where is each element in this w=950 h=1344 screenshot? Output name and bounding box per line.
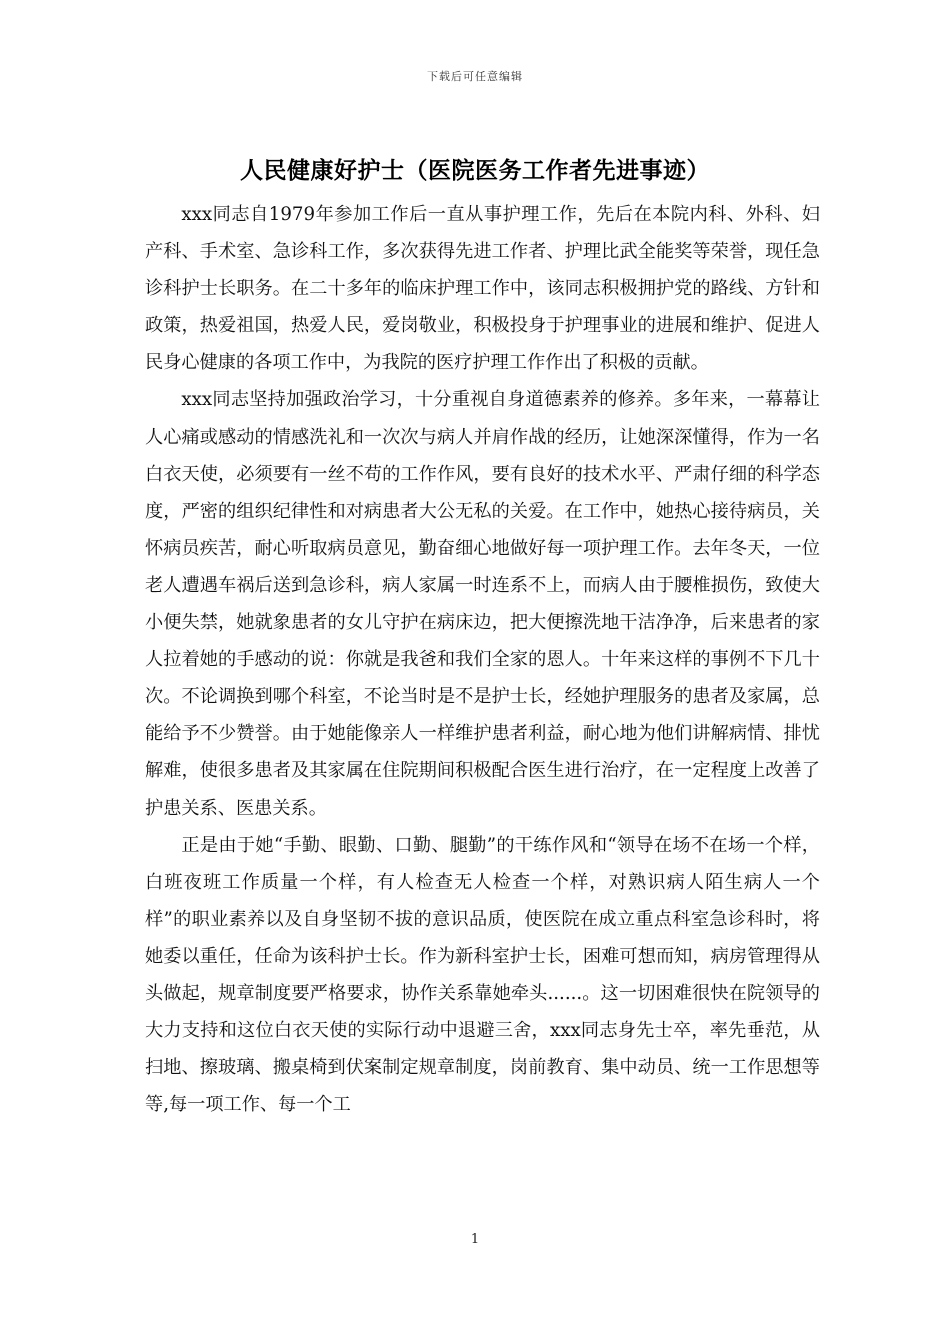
document-title: 人民健康好护士（医院医务工作者先进事迹） [240, 157, 710, 184]
paragraph-2: xxx同志坚持加强政治学习，十分重视自身道德素养的修养。多年来，一幕幕让人心痛或感动的情感洗礼和一次次与病人并肩作战的经历，让她深深懂得，作为一名白衣天使，必须要有一丝不苟的工作作风，要有良好的技术水平、严肃仔细的科学态度，严密的组织纪律性和对病患者大公无私的关爱。在工作中，她热心接待病员，关怀病员疾苦，耐心听取病员意见，勤奋细心地做好每一项护理工作。去年冬天，一位老人遭遇车祸后送到急诊科，病人家属一时连系不上，而病人由于腰椎损伤，致使大小便失禁，她就象患者的女儿守护在病床边，把大便擦洗地干洁净净，后来患者的家人拉着她的手感动的说：你就是我爸和我们全家的恩人。十年来这样的事例不下几十次。不论调换到哪个科室，不论当时是不是护士长，经她护理服务的患者及家属，总能给予不少赞誉。由于她能像亲人一样维护患者利益，耐心地为他们讲解病情、排忧解难，使很多患者及其家属在住院期间积极配合医生进行治疗，在一定程度上改善了护患关系、医患关系。 [145, 389, 820, 819]
document-body [145, 196, 820, 1123]
page-number: 1 [470, 1232, 480, 1247]
paragraph-3: 正是由于她“手勤、眼勤、口勤、腿勤”的干练作风和“领导在场不在场一个样，白班夜班工作质量一个样，有人检查无人检查一个样，对熟识病人陌生病人一个样”的职业素养以及自身坚韧不拔的意识品质，使医院在成立重点科室急诊科时，将她委以重任，任命为该科护士长。作为新科室护士长，困难可想而知，病房管理得从头做起，规章制度要严格要求，协作关系靠她牵头......。这一切困难很快在院领导的大力支持和这位白衣天使的实际行动中退避三舍，xxx同志身先士卒，率先垂范，从扫地、擦玻璃、搬桌椅到伏案制定规章制度，岗前教育、集中动员、统一工作思想等等,每一项工作、每一个工 [145, 834, 820, 1116]
paragraph-1: xxx同志自1979年参加工作后一直从事护理工作，先后在本院内科、外科、妇产科、手术室、急诊科工作，多次获得先进工作者、护理比武全能奖等荣誉，现任急诊科护士长职务。在二十多年的临床护理工作中，该同志积极拥护党的路线、方针和政策，热爱祖国，热爱人民，爱岗敬业，积极投身于护理事业的进展和维护、促进人民身心健康的各项工作中，为我院的医疗护理工作作出了积极的贡献。 [145, 204, 820, 374]
header-note: 下载后可任意编辑 [427, 70, 523, 83]
